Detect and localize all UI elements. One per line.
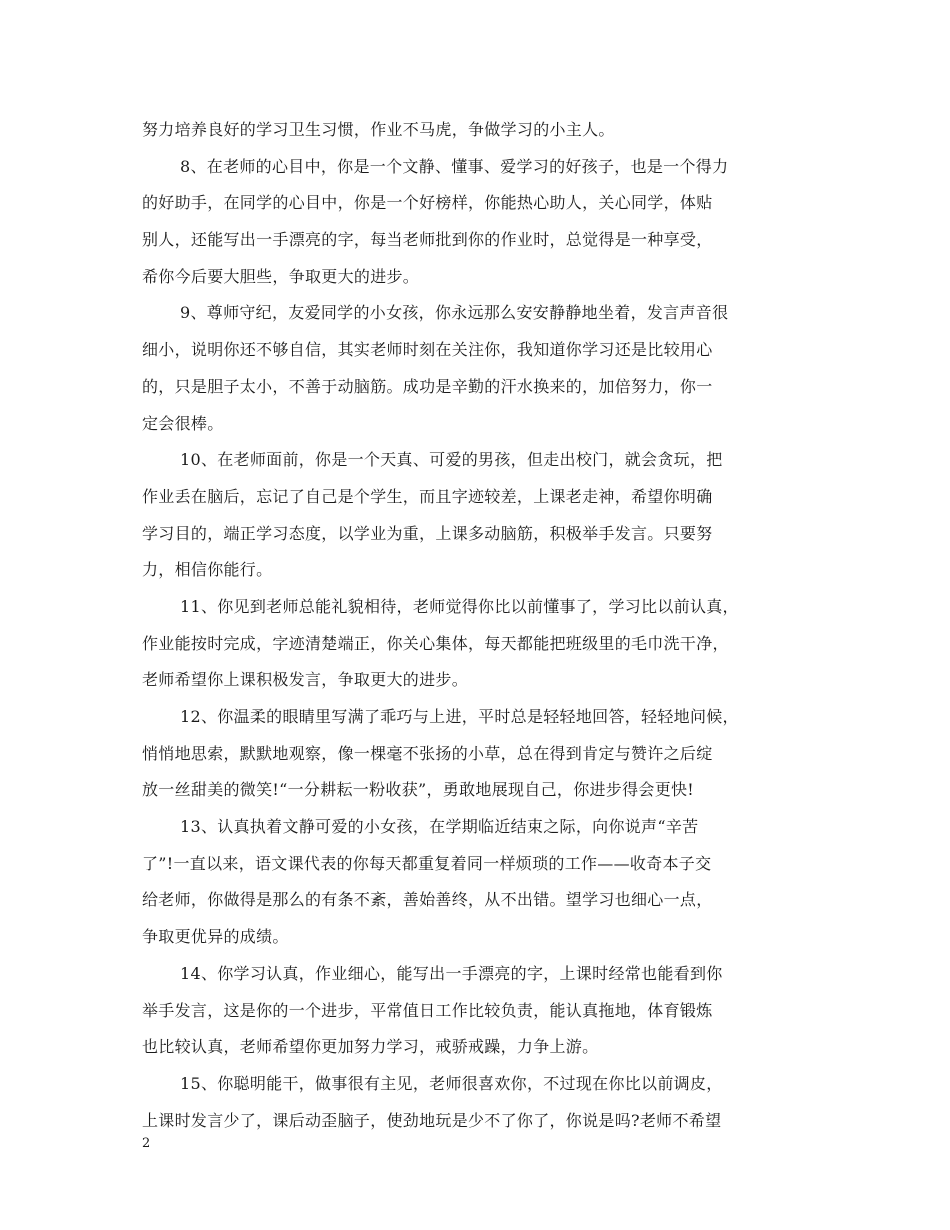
- paragraph-first-line: 12、你温柔的眼睛里写满了乖巧与上进，平时总是轻轻地回答，轻轻地问候，: [180, 707, 739, 726]
- text-line: 别人，还能写出一手漂亮的字，每当老师批到你的作业时，总觉得是一种享受，: [142, 230, 713, 250]
- text-line: 老师希望你上课积极发言，争取更大的进步。: [142, 670, 469, 690]
- paragraph-first-line: 10、在老师面前，你是一个天真、可爱的男孩，但走出校门，就会贪玩，把: [180, 450, 723, 470]
- text-line: 作业丢在脑后，忘记了自己是个学生，而且字迹较差，上课老走神，希望你明确: [142, 486, 713, 506]
- paragraph-first-line: 11、你见到老师总能礼貌相待，老师觉得你比以前懂事了，学习比以前认真，: [180, 596, 739, 616]
- text-line: 细小，说明你还不够自信，其实老师时刻在关注你，我知道你学习还是比较用心: [142, 340, 713, 360]
- text-line: 希你今后要大胆些，争取更大的进步。: [142, 266, 420, 286]
- text-line: 了”!一直以来，语文课代表的你每天都重复着同一样烦琐的工作——收奇本子交: [142, 853, 712, 873]
- text-line: 给老师，你做得是那么的有条不紊，善始善终，从不出错。望学习也细心一点，: [142, 890, 713, 910]
- text-line: 作业能按时完成，字迹清楚端正，你关心集体，每天都能把班级里的毛巾洗干净，: [142, 633, 729, 653]
- text-line: 放一丝甜美的微笑!“一分耕耘一粉收获”，勇敢地展现自己，你进步得会更快!: [142, 780, 695, 800]
- text-line: 争取更优异的成绩。: [142, 927, 289, 947]
- paragraph-first-line: 14、你学习认真，作业细心，能写出一手漂亮的字，上课时经常也能看到你: [180, 963, 723, 983]
- paragraph-first-line: 9、尊师守纪，友爱同学的小女孩，你永远那么安安静静地坐着，发言声音很: [180, 303, 729, 323]
- text-line: 力，相信你能行。: [142, 560, 273, 580]
- paragraph-first-line: 15、你聪明能干，做事很有主见，老师很喜欢你，不过现在你比以前调皮，: [180, 1073, 723, 1093]
- text-line: 努力培养良好的学习卫生习惯，作业不马虎，争做学习的小主人。: [142, 120, 615, 139]
- text-line: 的好助手，在同学的心目中，你是一个好榜样，你能热心助人，关心同学，体贴: [142, 193, 713, 213]
- text-line: 上课时发言少了，课后动歪脑子，使劲地玩是少不了你了，你说是吗?老师不希望: [142, 1110, 722, 1130]
- text-line: 定会很棒。: [142, 413, 224, 433]
- paragraph-first-line: 13、认真执着文静可爱的小女孩，在学期临近结束之际，向你说声“辛苦: [180, 817, 699, 837]
- text-line: 也比较认真，老师希望你更加努力学习，戒骄戒躁，力争上游。: [142, 1037, 599, 1057]
- text-line: 学习目的，端正学习态度，以学业为重，上课多动脑筋，积极举手发言。只要努: [142, 523, 713, 543]
- document-body: [142, 112, 822, 1139]
- paragraph-first-line: 8、在老师的心目中，你是一个文静、懂事、爱学习的好孩子，也是一个得力: [180, 156, 729, 176]
- page-number: 2: [142, 1136, 151, 1151]
- text-line: 悄悄地思索，默默地观察，像一棵毫不张扬的小草，总在得到肯定与赞许之后绽: [142, 743, 713, 763]
- text-line: 的，只是胆子太小，不善于动脑筋。成功是辛勤的汗水换来的，加倍努力，你一: [142, 376, 713, 396]
- text-line: 举手发言，这是你的一个进步，平常值日工作比较负责，能认真拖地，体育锻炼: [142, 1000, 713, 1020]
